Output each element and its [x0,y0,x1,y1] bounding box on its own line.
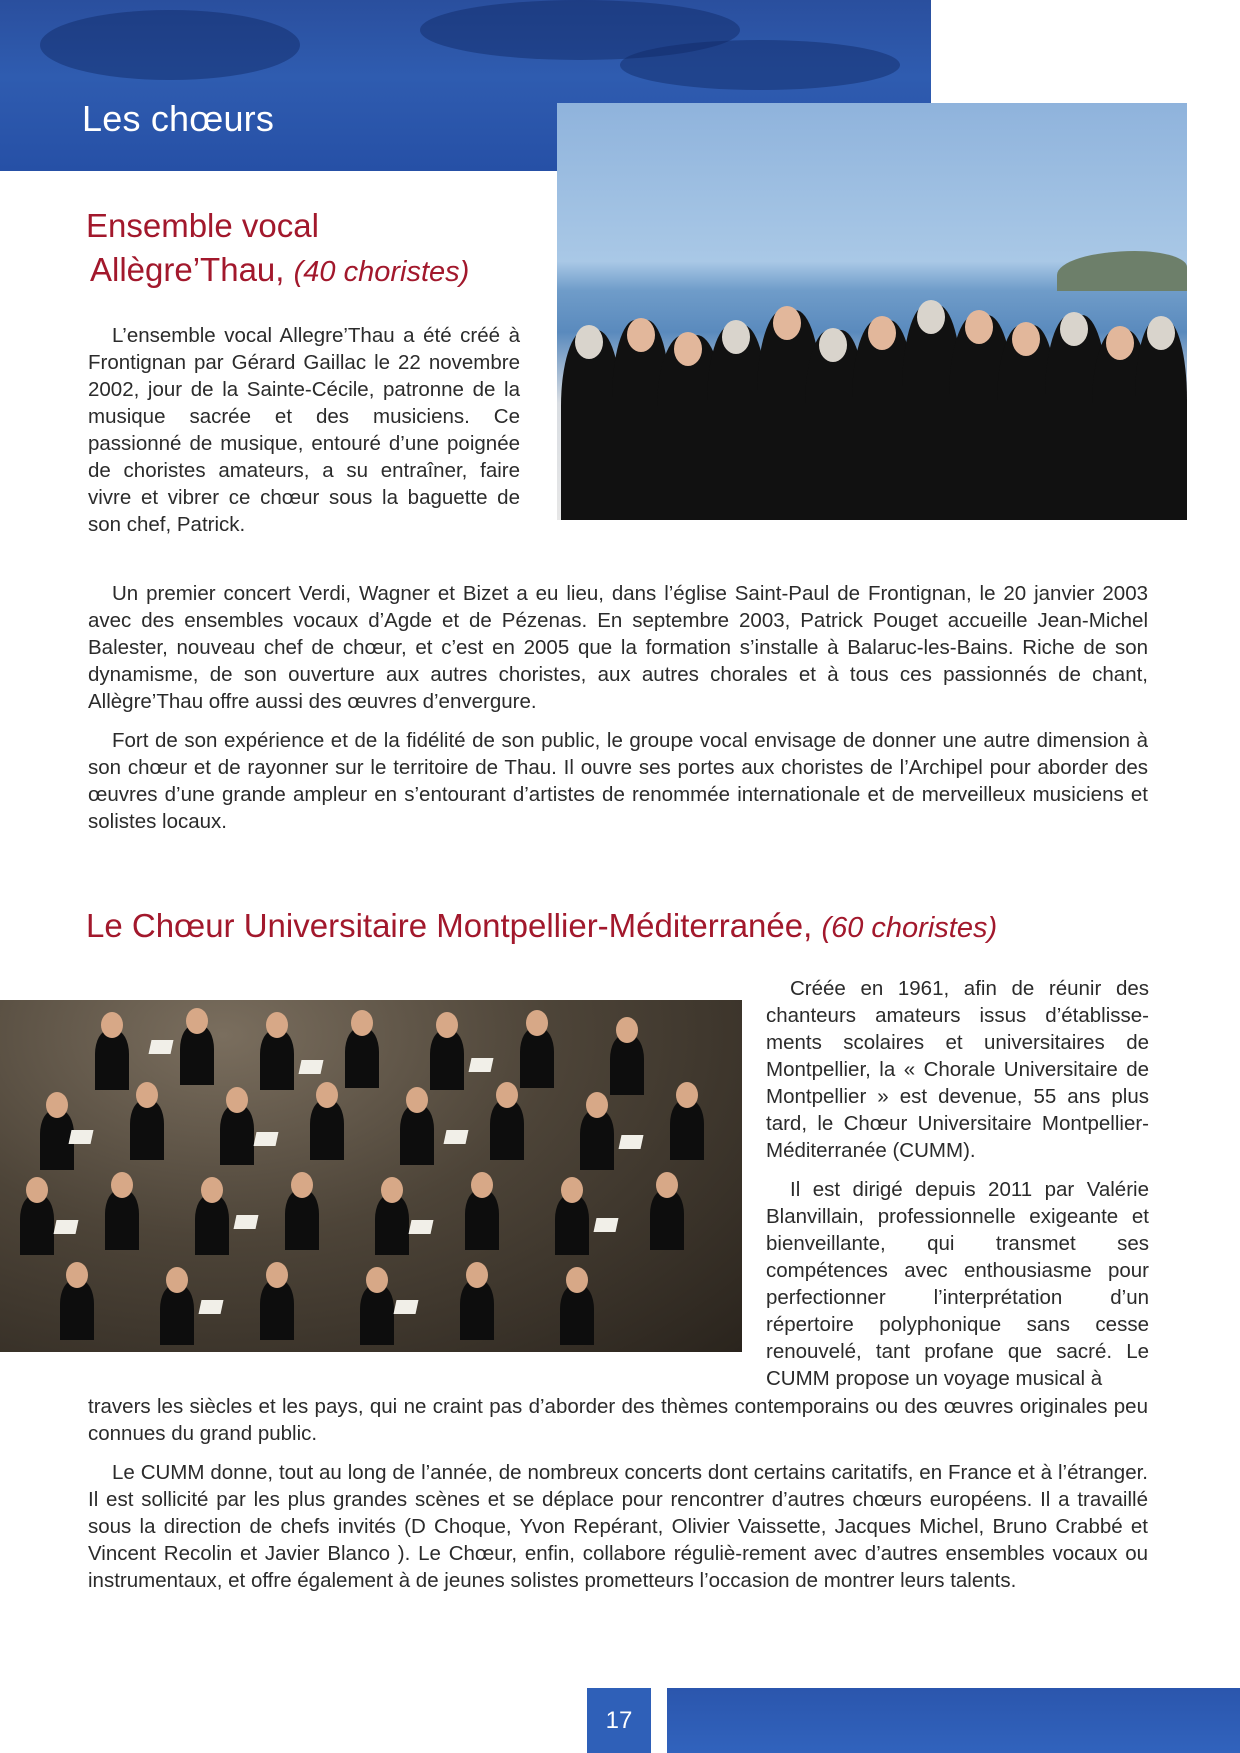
footer-band [667,1688,1240,1753]
section1-paragraph-2: Un premier concert Verdi, Wagner et Bizet a eu lieu, dans l’église Saint-Paul de Frontignan, le 20 janvier 2003 avec des ensembles vocaux d’Agde et de Pézenas. En septembre 2003, Patrick Pouget accueille Jean-Michel Balester, nouveau chef de chœur, et c’est en 2005 que la formation s’installe à Balaruc-les-Bains. Riche de son dynamisme, de son ouverture aux autres choristes, aux autres chorales et à tous ces passionnés de chant, Allègre’Thau offre aussi des œuvres d’envergure. [88,582,1148,713]
section1-paragraph-1: L’ensemble vocal Allegre’Thau a été créé à Frontignan par Gérard Gaillac le 22 novembre 2002, jour de la Sainte-Cécile, patronne de la musique sacrée et des musiciens. Ce passionné de musique, entouré d’une poignée de choristes amateurs, a su entraîner, faire vivre et vibrer ce chœur sous la baguette de son chef, Patrick. [88,324,520,536]
choir-group [557,270,1187,520]
section2-title-name: Le Chœur Universitaire Montpellier-Méditerranée, [86,907,822,944]
section1-title-line2 [90,251,469,289]
section1-title-name: Allègre’Thau, [90,251,294,288]
section1-title-count: (40 choristes) [293,256,470,288]
choir-photo-allegre-thau [557,103,1187,520]
section2-paragraph-2-continued: travers les siècles et les pays, qui ne craint pas d’aborder des thèmes contemporains ou des œuvres originales peu connues du grand public. [88,1395,1148,1445]
section2-paragraph-2: Il est dirigé depuis 2011 par Valérie Blanvillain, professionnelle exigeante et bienveillante, qui transmet ses compétences avec enthousiasme pour perfectionner l’interprétation d’un répertoire polyphonique sans cesse renouvelé, tant profane que sacré. Le CUMM propose un voyage musical à [766,1178,1149,1390]
section2-paragraph-3: Le CUMM donne, tout au long de l’année, de nombreux concerts dont certains caritatifs, en France et à l’étranger. Il est sollicité par les plus grandes scènes et se déplace pour rencontrer d’autres chœurs européens. Il a travaillé sous la direction de chefs invités (D Choque, Yvon Repérant, Olivier Vaissette, Jacques Michel, Bruno Crabbé et Vincent Recolin et Javier Blanco ). Le Chœur, enfin, collabore réguliè-rement avec d’autres ensembles vocaux ou instrumentaux, et offre également à de jeunes solistes prometteurs l’occasion de montrer leurs talents. [88,1461,1148,1592]
section2-title-count: (60 choristes) [821,912,998,944]
section-label: Les chœurs [82,98,275,139]
section2-paragraph-1: Créée en 1961, afin de réunir des chanteurs amateurs issus d’établisse-ments scolaires et universitaires de Montpellier, la « Chorale Universitaire de Montpellier » est devenue, 55 ans plus tard, le Chœur Universitaire Montpellier-Méditerranée (CUMM). [766,977,1149,1162]
section1-paragraph-3: Fort de son expérience et de la fidélité de son public, le groupe vocal envisage de donner une autre dimension à son chœur et de rayonner sur le territoire de Thau. Il ouvre ses portes aux choristes de l’Archipel pour aborder des œuvres d’une grande ampleur en s’entourant d’artistes de renommée internationale et de merveilleux musiciens et solistes locaux. [88,729,1148,833]
section2-title [86,907,997,945]
section1-title-line1: Ensemble vocal [86,207,319,244]
page-number: 17 [587,1688,651,1753]
choir-photo-cumm [0,1000,742,1352]
